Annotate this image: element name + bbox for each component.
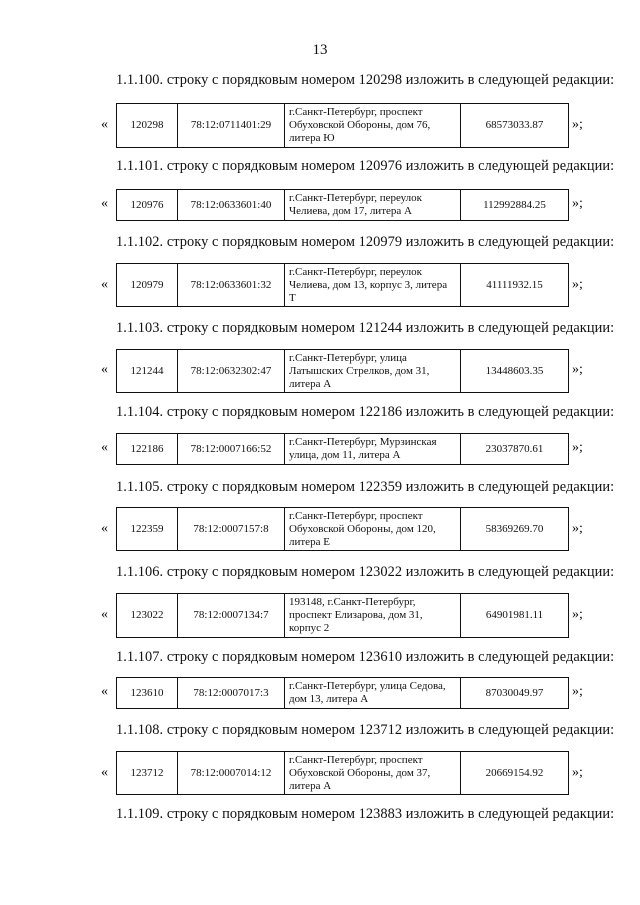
cadastral-number: 78:12:0633601:40 xyxy=(178,190,285,221)
cadastral-number: 78:12:0711401:29 xyxy=(178,104,285,148)
open-quote: « xyxy=(101,196,108,211)
value: 112992884.25 xyxy=(461,190,569,221)
entry-table xyxy=(116,189,569,221)
address: г.Санкт-Петербург, проспект Обуховской Обороны, дом 76, литера Ю xyxy=(285,104,461,148)
amendment-heading: 1.1.108. строку с порядковым номером 123712 изложить в следующей редакции: xyxy=(116,722,615,738)
close-quote: »; xyxy=(572,196,583,211)
entry-table xyxy=(116,677,569,709)
cadastral-number: 78:12:0007157:8 xyxy=(178,508,285,551)
value: 87030049.97 xyxy=(461,678,569,709)
close-quote: »; xyxy=(572,277,583,292)
value: 58369269.70 xyxy=(461,508,569,551)
close-quote: »; xyxy=(572,684,583,699)
cadastral-number: 78:12:0007166:52 xyxy=(178,434,285,465)
amendment-heading: 1.1.109. строку с порядковым номером 123883 изложить в следующей редакции: xyxy=(116,806,615,822)
page-number: 13 xyxy=(312,42,328,58)
amendment-heading: 1.1.107. строку с порядковым номером 123610 изложить в следующей редакции: xyxy=(116,649,615,665)
row-number: 120979 xyxy=(117,264,178,307)
entry-table xyxy=(116,751,569,795)
close-quote: »; xyxy=(572,117,583,132)
close-quote: »; xyxy=(572,440,583,455)
row-number: 122359 xyxy=(117,508,178,551)
open-quote: « xyxy=(101,117,108,132)
amendment-heading: 1.1.106. строку с порядковым номером 123022 изложить в следующей редакции: xyxy=(116,564,615,580)
close-quote: »; xyxy=(572,765,583,780)
address: г.Санкт-Петербург, улица Латышских Стрелков, дом 31, литера А xyxy=(285,350,461,393)
address: г.Санкт-Петербург, проспект Обуховской Обороны, дом 120, литера Е xyxy=(285,508,461,551)
close-quote: »; xyxy=(572,607,583,622)
entry-table xyxy=(116,593,569,638)
amendment-heading: 1.1.105. строку с порядковым номером 122359 изложить в следующей редакции: xyxy=(116,479,615,495)
row-number: 123022 xyxy=(117,594,178,638)
address: г.Санкт-Петербург, Мурзинская улица, дом 11, литера А xyxy=(285,434,461,465)
open-quote: « xyxy=(101,362,108,377)
cadastral-number: 78:12:0632302:47 xyxy=(178,350,285,393)
value: 13448603.35 xyxy=(461,350,569,393)
row-number: 122186 xyxy=(117,434,178,465)
open-quote: « xyxy=(101,684,108,699)
amendment-heading: 1.1.102. строку с порядковым номером 120979 изложить в следующей редакции: xyxy=(116,234,615,250)
cadastral-number: 78:12:0633601:32 xyxy=(178,264,285,307)
row-number: 120298 xyxy=(117,104,178,148)
close-quote: »; xyxy=(572,521,583,536)
entry-table xyxy=(116,349,569,393)
address: г.Санкт-Петербург, улица Седова, дом 13, литера А xyxy=(285,678,461,709)
address: г.Санкт-Петербург, проспект Обуховской Обороны, дом 37, литера А xyxy=(285,752,461,795)
open-quote: « xyxy=(101,277,108,292)
value: 41111932.15 xyxy=(461,264,569,307)
address: г.Санкт-Петербург, переулок Челиева, дом 17, литера А xyxy=(285,190,461,221)
entry-table xyxy=(116,433,569,465)
address: г.Санкт-Петербург, переулок Челиева, дом 13, корпус 3, литера Т xyxy=(285,264,461,307)
row-number: 120976 xyxy=(117,190,178,221)
amendment-heading: 1.1.101. строку с порядковым номером 120976 изложить в следующей редакции: xyxy=(116,158,615,174)
open-quote: « xyxy=(101,521,108,536)
open-quote: « xyxy=(101,440,108,455)
address: 193148, г.Санкт-Петербург, проспект Елизарова, дом 31, корпус 2 xyxy=(285,594,461,638)
row-number: 123610 xyxy=(117,678,178,709)
value: 20669154.92 xyxy=(461,752,569,795)
amendment-heading: 1.1.103. строку с порядковым номером 121244 изложить в следующей редакции: xyxy=(116,320,615,336)
value: 23037870.61 xyxy=(461,434,569,465)
amendment-heading: 1.1.100. строку с порядковым номером 120298 изложить в следующей редакции: xyxy=(116,72,615,88)
entry-table xyxy=(116,103,569,148)
row-number: 121244 xyxy=(117,350,178,393)
cadastral-number: 78:12:0007014:12 xyxy=(178,752,285,795)
open-quote: « xyxy=(101,765,108,780)
value: 68573033.87 xyxy=(461,104,569,148)
open-quote: « xyxy=(101,607,108,622)
entry-table xyxy=(116,507,569,551)
cadastral-number: 78:12:0007134:7 xyxy=(178,594,285,638)
value: 64901981.11 xyxy=(461,594,569,638)
entry-table xyxy=(116,263,569,307)
close-quote: »; xyxy=(572,362,583,377)
row-number: 123712 xyxy=(117,752,178,795)
amendment-heading: 1.1.104. строку с порядковым номером 122186 изложить в следующей редакции: xyxy=(116,404,615,420)
cadastral-number: 78:12:0007017:3 xyxy=(178,678,285,709)
